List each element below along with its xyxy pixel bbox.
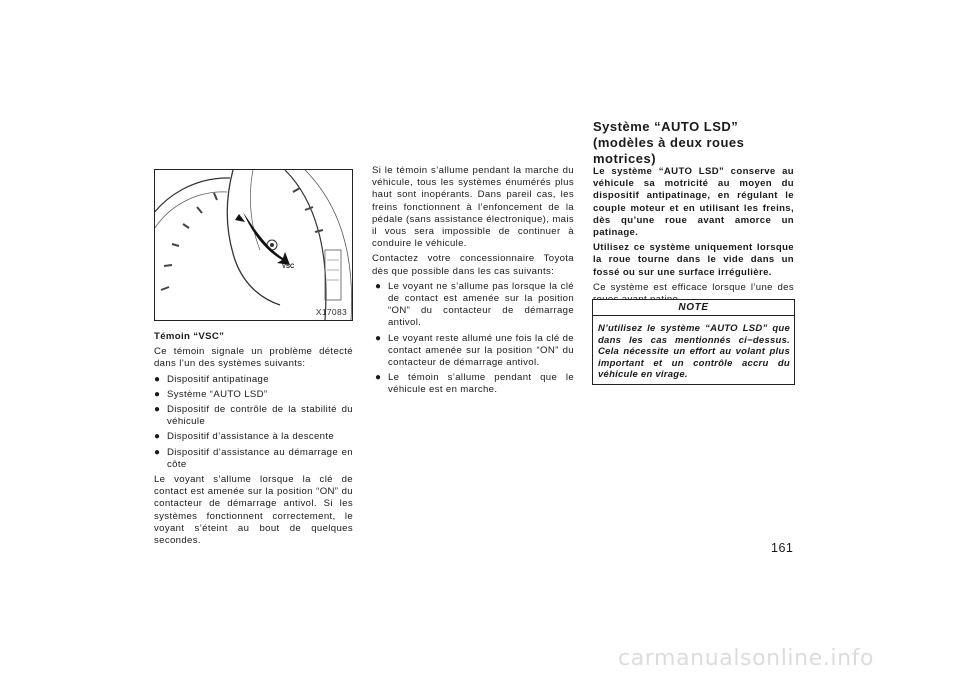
left-column [154, 331, 353, 550]
figure-id: X17083 [315, 307, 347, 317]
bullet-icon: ● [375, 372, 382, 384]
page-number: 161 [771, 541, 794, 555]
vsc-indicator-figure [154, 169, 353, 321]
section-title-auto-lsd: Système “AUTO LSD” (modèles à deux roues motrices) [593, 119, 745, 166]
note-body: N’utilisez le système “AUTO LSD” que dans les cas mentionnés ci−dessus. Cela nécessite un effort au volant plus important et un contrôle accru du véhicule en virage. [598, 323, 790, 380]
bullet-icon: ● [154, 404, 161, 416]
list-item-text: Dispositif d’assistance à la descente [167, 431, 335, 443]
list-item [154, 447, 353, 471]
list-item [154, 389, 353, 401]
vsc-lamp-label: VSC [282, 264, 295, 270]
bullet-icon: ● [154, 446, 161, 458]
list-item [372, 333, 574, 370]
list-item [154, 404, 353, 428]
list-item-text: Le témoin s’allume pendant que le véhicule est en marche. [388, 372, 574, 396]
auto-lsd-description: Le système “AUTO LSD” conserve au véhicule sa motricité au moyen du dispositif antipatinage, en régulant le couple moteur et en utilisant les freins, dès qu’une roue avant amorce un patinage. [593, 166, 794, 239]
list-item [372, 372, 574, 396]
right-column [593, 166, 794, 309]
bullet-icon: ● [154, 373, 161, 385]
bullet-icon: ● [375, 332, 382, 344]
auto-lsd-effectiveness: Ce système est efficace lorsque l’une des [593, 281, 794, 293]
instrument-cluster-illustration [155, 170, 352, 320]
closing-paragraph: Le voyant s’allume lorsque la clé de contact est amenée sur la position “ON” du contacteur de démarrage antivol. Si les systèmes fonctionnent correctement, le voyant s’éteint au bout de quelques secondes. [154, 474, 353, 547]
bullet-icon: ● [154, 388, 161, 400]
section-heading-vsc: Témoin “VSC” [154, 331, 225, 342]
auto-lsd-usage: Utilisez ce système uniquement lorsque la roue tourne dans le vide dans un fossé ou sur une surface irrégulière. [593, 242, 794, 278]
list-item-text: Dispositif antipatinage [167, 373, 269, 385]
warning-paragraph: Si le témoin s’allume pendant la marche du véhicule, tous les systèmes énumérés plus haut sont inopérants. Dans pareil cas, les freins fonctionnent à l’enfoncement de la pédale (sans assistance électronique), mais il vous sera impossible de continuer à conduire le véhicule. [372, 165, 574, 250]
intro-paragraph: Ce témoin signale un problème détecté dans l’un des systèmes suivants: [154, 346, 353, 370]
watermark: carmanualsonline.info [618, 646, 875, 671]
list-item-text: Dispositif d’assistance au démarrage en côte [167, 446, 353, 470]
middle-column [372, 165, 574, 400]
note-box [592, 299, 795, 385]
list-item-text: Dispositif de contrôle de la stabilité du véhicule [167, 404, 353, 428]
contact-paragraph: Contactez votre concessionnaire Toyota dès que possible dans les cas suivants: [372, 253, 574, 277]
bullet-icon: ● [154, 431, 161, 443]
list-item [372, 281, 574, 330]
note-title: NOTE [593, 300, 794, 316]
list-item-text: Système “AUTO LSD” [167, 388, 268, 400]
list-item-text: Le voyant ne s’allume pas lorsque la clé de contact est amenée sur la position “ON” du contacteur de démarrage antivol. [388, 280, 574, 329]
list-item [154, 374, 353, 386]
bullet-icon: ● [375, 280, 382, 292]
list-item-text: Le voyant reste allumé une fois la clé de contact amenée sur la position “ON” du contacteur de démarrage antivol. [388, 332, 574, 369]
list-item [154, 431, 353, 443]
